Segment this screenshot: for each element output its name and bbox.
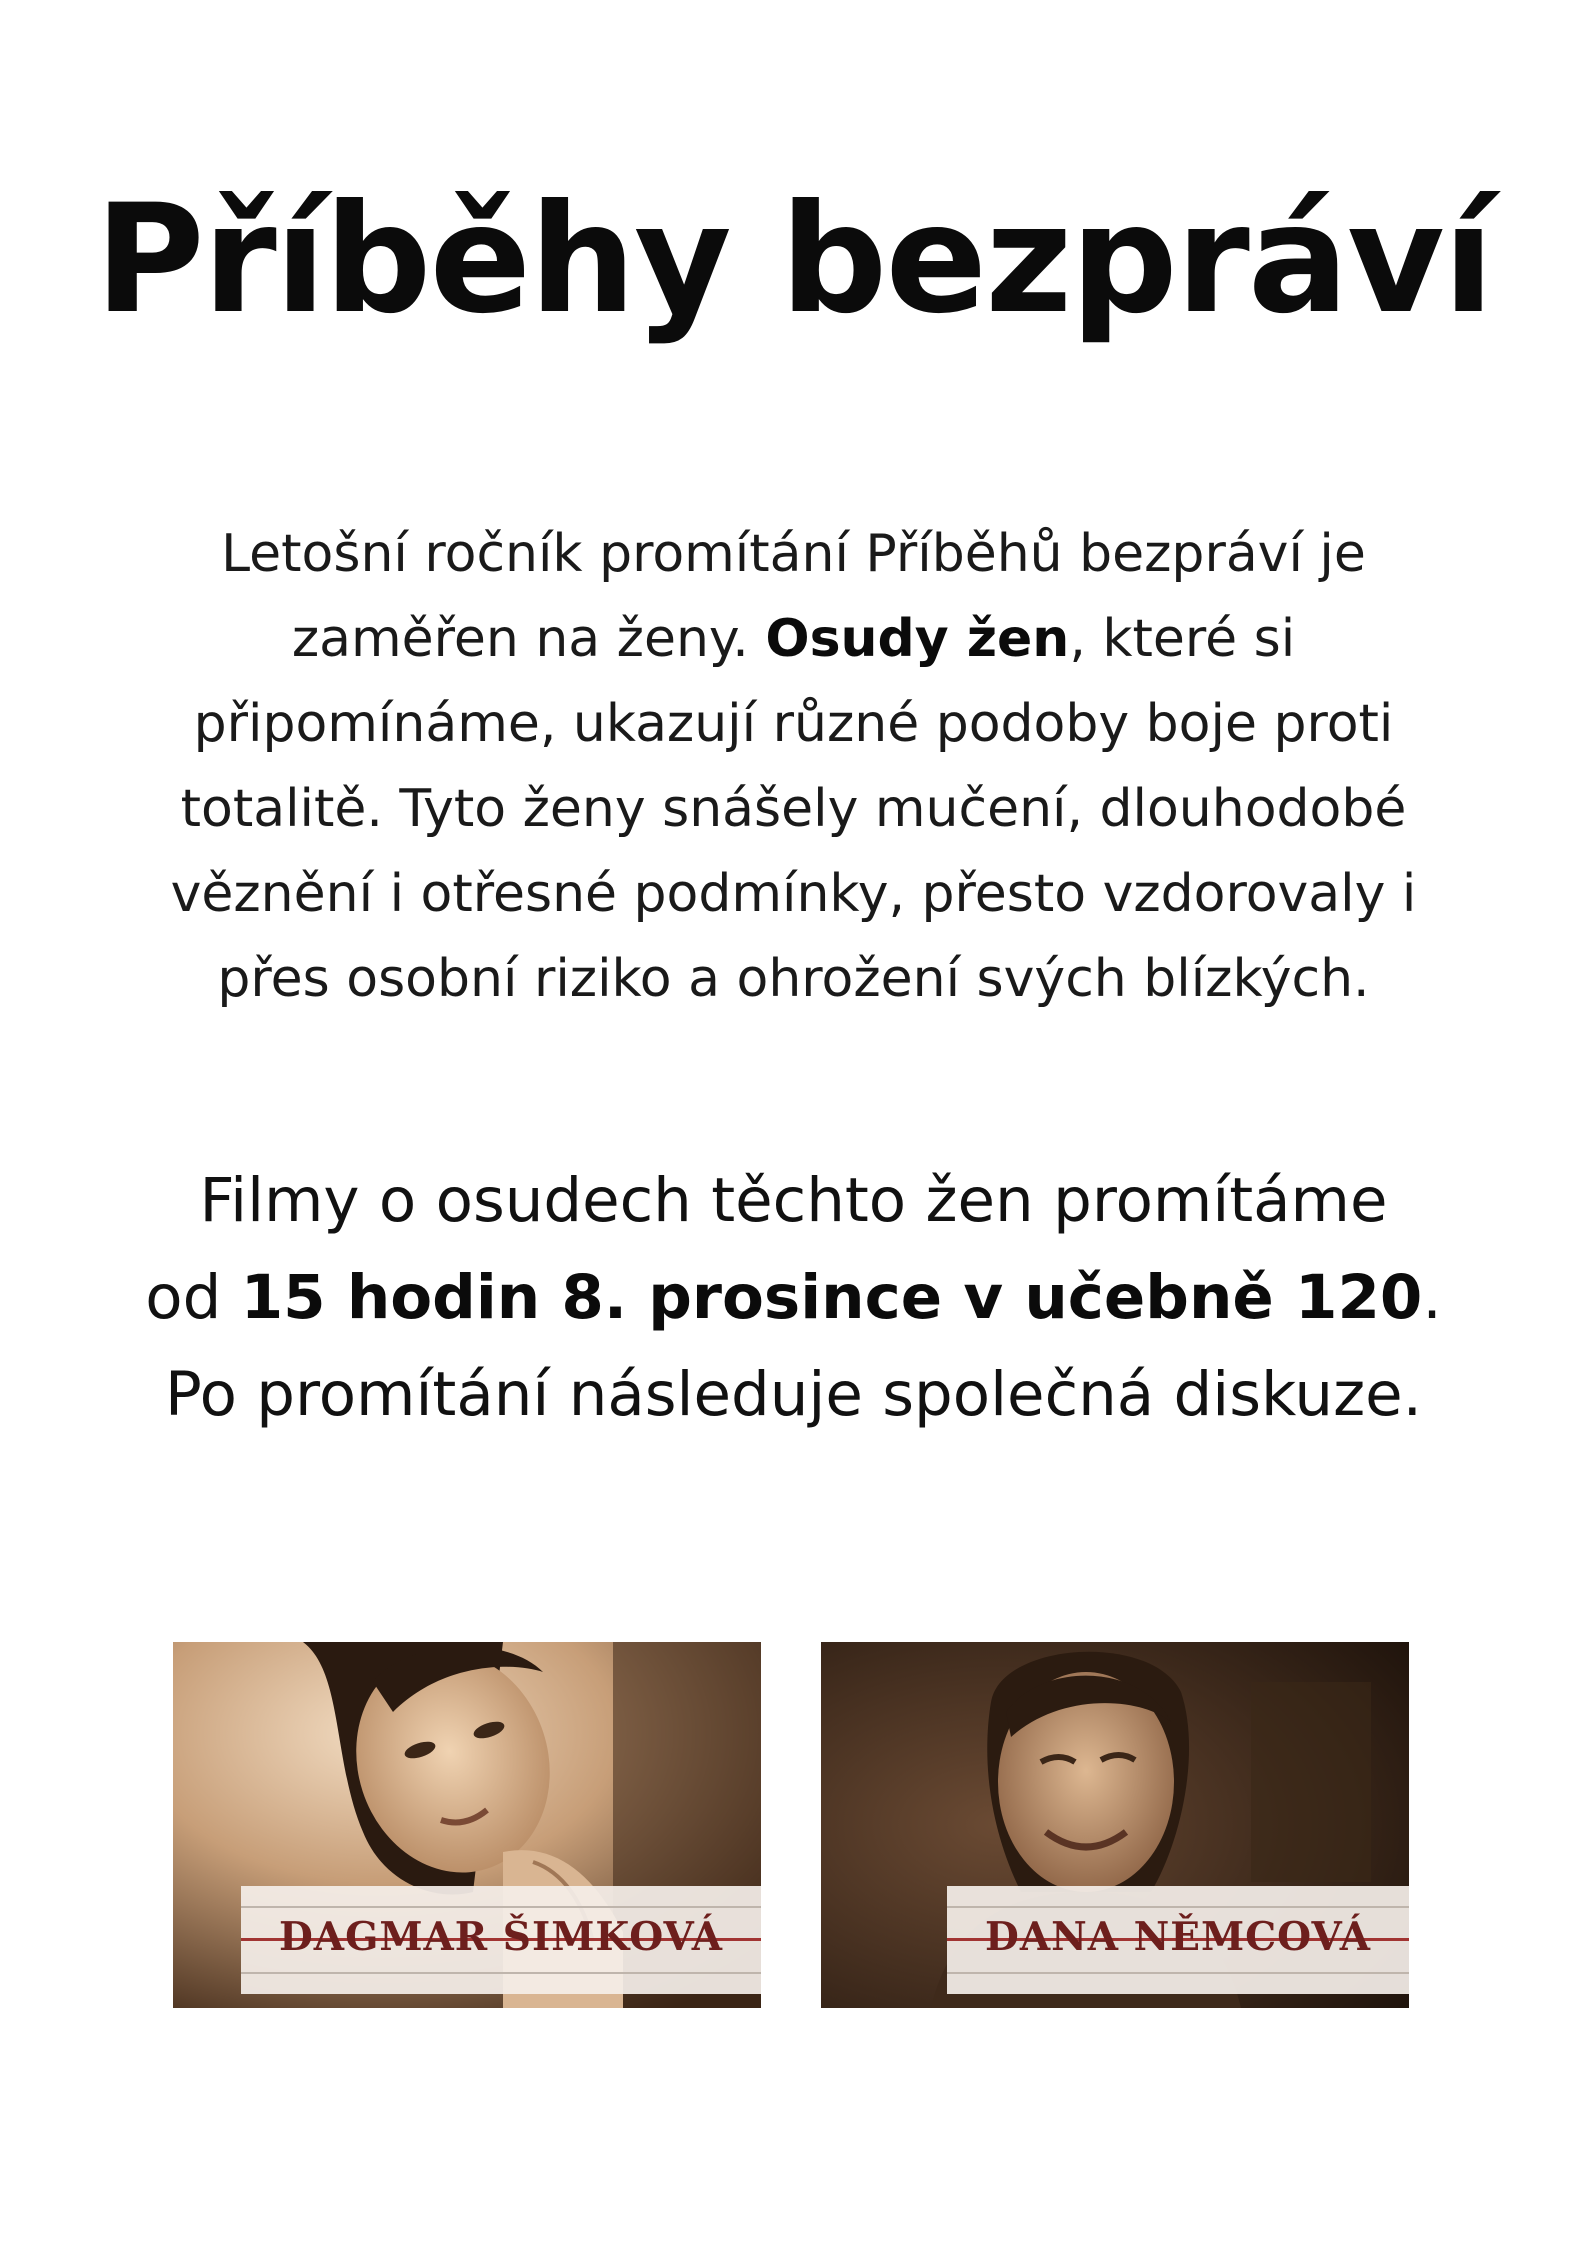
person-name: DANA NĚMCOVÁ: [985, 1914, 1371, 1960]
intro-line-1: Letošní ročník promítání Příběhů bezpráví je: [221, 524, 1366, 584]
intro-paragraph: [90, 512, 1497, 1022]
name-caption: [241, 1886, 761, 1994]
poster-title: Příběhy bezpráví: [94, 173, 1493, 347]
intro-line-2-start: zaměřen na ženy.: [291, 609, 766, 669]
intro-line-2-end: , které si: [1069, 609, 1296, 669]
intro-line-4: totalitě. Tyto ženy snášely mučení, dlouhodobé: [180, 779, 1407, 839]
portrait-dana-nemcova: [821, 1642, 1409, 2008]
intro-line-5: věznění i otřesné podmínky, přesto vzdorovaly i: [170, 864, 1417, 924]
info-line-1: Filmy o osudech těchto žen promítáme: [199, 1165, 1388, 1236]
info-line-2: [90, 1249, 1497, 1346]
intro-line-3: připomínáme, ukazují různé podoby boje proti: [193, 694, 1394, 754]
info-line-2-start: od: [145, 1262, 241, 1333]
intro-line-6: přes osobní riziko a ohrožení svých blízkých.: [217, 949, 1370, 1009]
info-line-2-end: .: [1422, 1262, 1442, 1333]
intro-line-2: [90, 597, 1497, 682]
name-caption: [947, 1886, 1409, 1994]
intro-highlight: Osudy žen: [765, 609, 1070, 669]
info-line-3: Po promítání následuje společná diskuze.: [164, 1359, 1423, 1430]
portrait-dagmar-simkova: [173, 1642, 761, 2008]
screening-info: [90, 1152, 1497, 1443]
screening-time-place: 15 hodin 8. prosince v učebně 120: [240, 1262, 1423, 1333]
person-name: DAGMAR ŠIMKOVÁ: [278, 1914, 723, 1960]
